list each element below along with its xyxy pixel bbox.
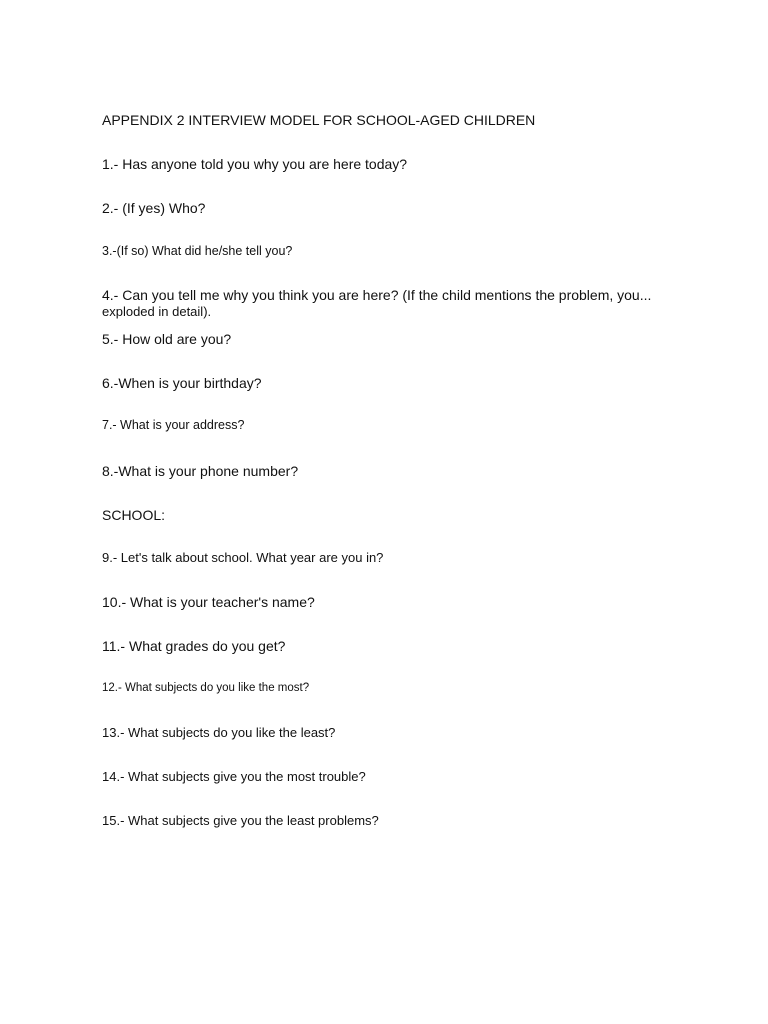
question-1: 1.- Has anyone told you why you are here today? [102, 156, 408, 172]
question-12: 12.- What subjects do you like the most? [102, 682, 310, 694]
question-11: 11.- What grades do you get? [102, 638, 286, 654]
question-15: 15.- What subjects give you the least problems? [102, 813, 379, 828]
question-4: 4.- Can you tell me why you think you are here? (If the child mentions the problem, you... [102, 287, 652, 303]
question-13: 13.- What subjects do you like the least? [102, 725, 336, 740]
page-title: APPENDIX 2 INTERVIEW MODEL FOR SCHOOL-AGED CHILDREN [102, 112, 536, 128]
question-6: 6.-When is your birthday? [102, 375, 262, 391]
question-10: 10.- What is your teacher's name? [102, 594, 315, 610]
question-3: 3.-(If so) What did he/she tell you? [102, 244, 293, 258]
question-9: 9.- Let's talk about school. What year are you in? [102, 550, 384, 565]
question-14: 14.- What subjects give you the most trouble? [102, 769, 366, 784]
question-2: 2.- (If yes) Who? [102, 200, 206, 216]
question-8: 8.-What is your phone number? [102, 463, 299, 479]
question-4-continued: exploded in detail). [102, 304, 212, 319]
question-5: 5.- How old are you? [102, 331, 232, 347]
section-heading-school: SCHOOL: [102, 507, 166, 523]
question-7: 7.- What is your address? [102, 418, 245, 432]
